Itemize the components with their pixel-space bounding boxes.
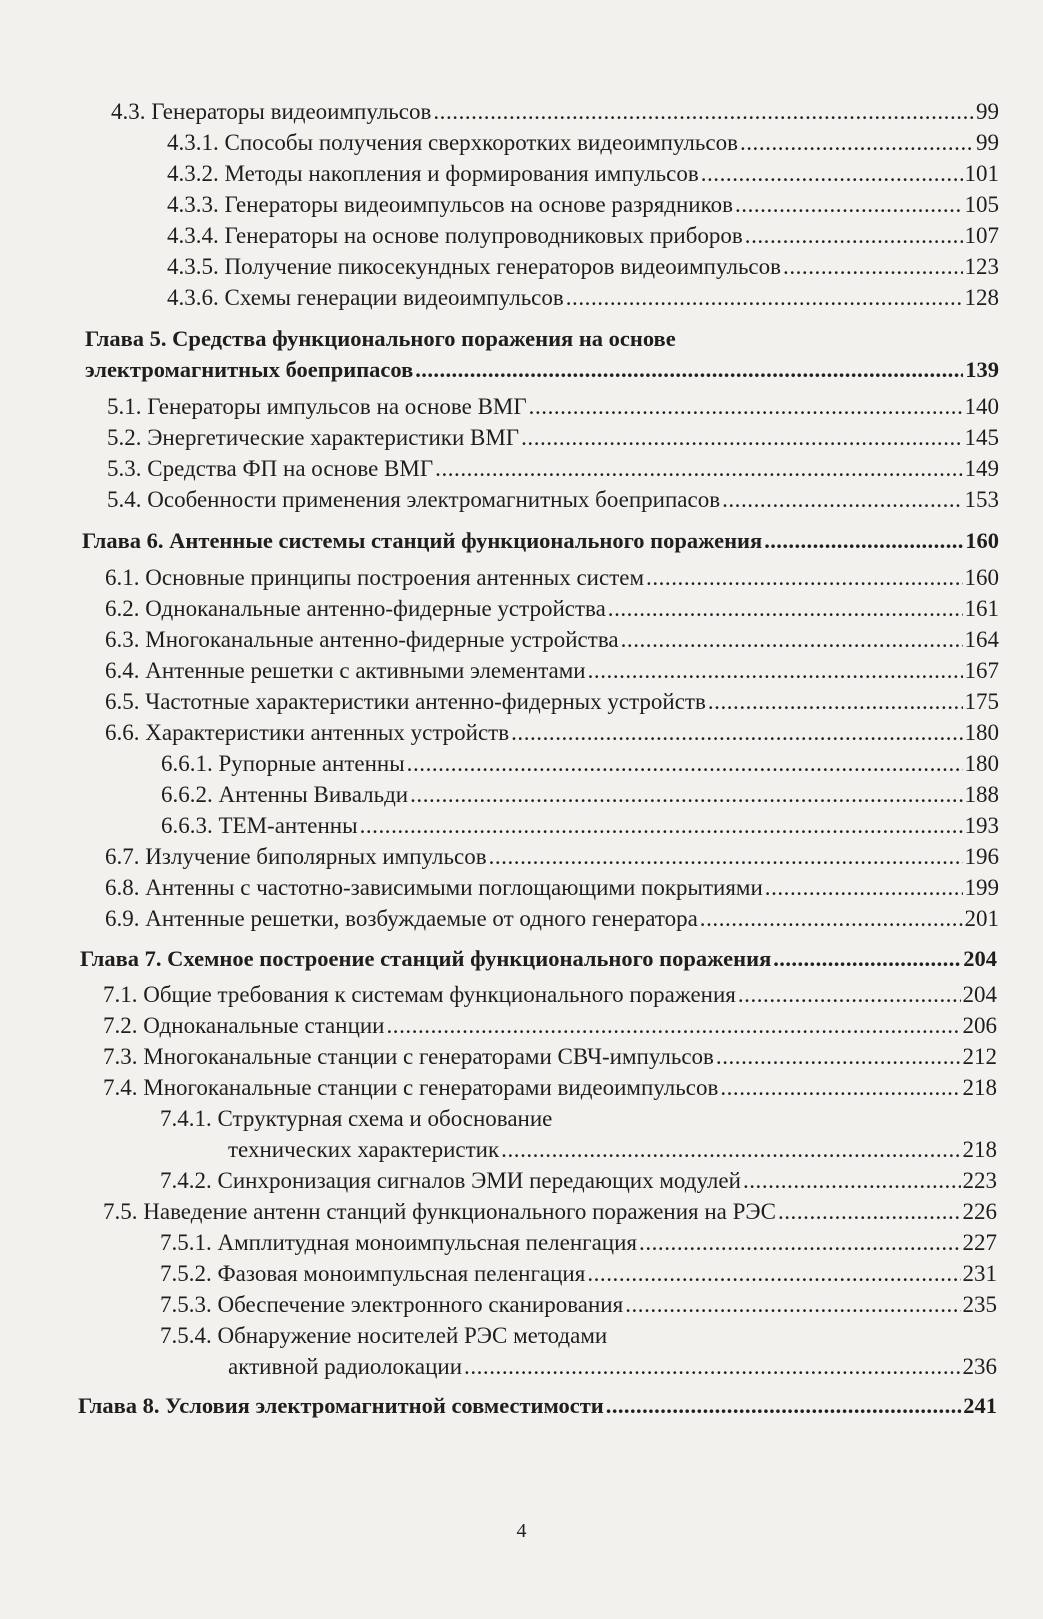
toc-entry	[228, 1353, 997, 1381]
toc-entry-title: 7.5. Наведение антенн станций функционального поражения на РЭС	[103, 1199, 776, 1224]
dot-leader	[722, 486, 962, 514]
dot-leader	[360, 812, 963, 840]
dot-leader	[588, 657, 963, 685]
dot-leader	[435, 455, 962, 483]
toc-entry	[160, 1291, 997, 1319]
dot-leader	[701, 160, 963, 188]
toc-entry-page: 236	[962, 1354, 997, 1379]
toc-entry-title: 4.3. Генераторы видеоимпульсов	[111, 99, 432, 124]
dot-leader	[464, 1353, 960, 1381]
toc-entry	[167, 160, 999, 188]
toc-entry	[103, 1074, 997, 1102]
dot-leader	[639, 1229, 960, 1257]
dot-leader	[606, 1392, 961, 1420]
dot-leader	[387, 1012, 961, 1040]
toc-entry-page: 204	[962, 982, 997, 1007]
toc-entry-page: 218	[962, 1075, 997, 1100]
toc-entry	[167, 284, 999, 312]
toc-entry-page: 206	[962, 1013, 997, 1038]
toc-entry-title: 7.2. Одноканальные станции	[103, 1013, 385, 1038]
toc-entry-title: Глава 6. Антенные системы станций функционального поражения	[82, 528, 763, 553]
toc-entry	[107, 486, 999, 514]
dot-leader	[745, 222, 963, 250]
toc-entry-title: 6.1. Основные принципы построения антенных систем	[105, 565, 645, 590]
toc-chapter-entry	[78, 1392, 997, 1420]
toc-entry	[167, 191, 999, 219]
page-number: 4	[516, 1520, 527, 1542]
toc-entry-title: технических характеристик	[228, 1137, 500, 1162]
toc-entry-page: 99	[976, 130, 999, 155]
toc-entry-page: 161	[964, 596, 999, 621]
toc-entry-title: 7.4.2. Синхронизация сигналов ЭМИ передающих модулей	[160, 1168, 741, 1193]
toc-entry-page: 226	[962, 1199, 997, 1224]
dot-leader	[743, 1167, 961, 1195]
toc-entry-title: 4.3.2. Методы накопления и формирования импульсов	[167, 161, 699, 186]
toc-chapter-entry	[82, 527, 999, 555]
toc-chapter-entry	[85, 356, 999, 384]
toc-entry	[167, 129, 999, 157]
dot-leader	[501, 1136, 960, 1164]
toc-entry	[105, 843, 999, 871]
toc-entry-page: 212	[962, 1044, 997, 1069]
toc-entry-title: 7.5.2. Фазовая моноимпульсная пеленгация	[160, 1261, 586, 1286]
toc-entry-title: 6.7. Излучение биполярных импульсов	[105, 844, 487, 869]
toc-entry-title: 6.6.2. Антенны Вивальди	[161, 782, 409, 807]
toc-entry	[105, 905, 999, 933]
toc-entry	[103, 1198, 997, 1226]
toc-entry-page: 160	[965, 528, 999, 553]
toc-entry	[160, 1167, 997, 1195]
dot-leader	[489, 843, 963, 871]
toc-entry-title: 6.6. Характеристики антенных устройств	[105, 720, 510, 745]
toc-entry-page: 218	[962, 1137, 997, 1162]
toc-entry-page: 204	[963, 946, 997, 971]
toc-entry-page: 107	[964, 223, 999, 248]
toc-entry-title: 6.4. Антенные решетки с активными элементами	[105, 658, 586, 683]
toc-entry-page: 153	[964, 487, 999, 512]
toc-entry	[107, 455, 999, 483]
toc-entry-page: 99	[976, 99, 999, 124]
toc-entry-title: 5.3. Средства ФП на основе ВМГ	[107, 456, 434, 481]
toc-entry	[103, 1012, 997, 1040]
dot-leader	[716, 1043, 961, 1071]
dot-leader	[740, 129, 974, 157]
toc-entry-title: 4.3.4. Генераторы на основе полупроводниковых приборов	[167, 223, 743, 248]
dot-leader	[778, 1198, 961, 1226]
toc-entry	[105, 657, 999, 685]
toc-entry-page: 193	[964, 813, 999, 838]
toc-entry-title: 6.6.1. Рупорные антенны	[161, 751, 405, 776]
toc-entry-title: 4.3.6. Схемы генерации видеоимпульсов	[167, 285, 564, 310]
toc-entry-title: 4.3.1. Способы получения сверхкоротких видеоимпульсов	[167, 130, 738, 155]
toc-entry-title: 7.1. Общие требования к системам функционального поражения	[103, 982, 736, 1007]
toc-entry-title: 7.4. Многоканальные станции с генераторами видеоимпульсов	[103, 1075, 719, 1100]
toc-entry-page: 188	[964, 782, 999, 807]
dot-leader	[738, 981, 961, 1009]
toc-entry-page: 241	[963, 1393, 997, 1418]
toc-entry-page: 128	[964, 285, 999, 310]
chapter-title-line1: Глава 5. Средства функционального поражения на основе	[85, 326, 676, 351]
dot-leader	[621, 626, 963, 654]
dot-leader	[646, 564, 962, 592]
toc-entry	[161, 750, 999, 778]
toc-entry-title: 6.5. Частотные характеристики антенно-фидерных устройств	[105, 689, 706, 714]
toc-entry	[105, 564, 999, 592]
toc-entry	[105, 626, 999, 654]
dot-leader	[735, 191, 963, 219]
dot-leader	[433, 98, 974, 126]
dot-leader	[529, 393, 963, 421]
toc-entry-page: 180	[964, 751, 999, 776]
toc-entry-page: 231	[962, 1261, 997, 1286]
toc-entry-page: 140	[964, 394, 999, 419]
toc-entry-page: 145	[964, 425, 999, 450]
toc-entry	[107, 393, 999, 421]
dot-leader	[521, 424, 962, 452]
toc-entry	[103, 981, 997, 1009]
toc-entry-page: 149	[964, 456, 999, 481]
dot-leader	[410, 781, 962, 809]
toc-chapter-entry	[80, 945, 997, 973]
toc-entry-title: 6.6.3. ТЕМ-антенны	[161, 813, 358, 838]
toc-entry-page: 105	[964, 192, 999, 217]
toc-entry	[105, 595, 999, 623]
toc-entry-title-line1: 7.4.1. Структурная схема и обоснование	[160, 1106, 553, 1131]
toc-entry-page: 199	[964, 875, 999, 900]
dot-leader	[765, 874, 963, 902]
toc-entry	[105, 719, 999, 747]
toc-entry-page: 139	[965, 357, 999, 382]
dot-leader	[720, 1074, 960, 1102]
toc-entry-page: 227	[962, 1230, 997, 1255]
toc-entry	[167, 222, 999, 250]
toc-entry	[160, 1260, 997, 1288]
toc-entry-title: 4.3.5. Получение пикосекундных генераторов видеоимпульсов	[167, 254, 782, 279]
dot-leader	[407, 750, 963, 778]
dot-leader	[764, 527, 963, 555]
toc-entry-page: 167	[964, 658, 999, 683]
toc-entry-page: 235	[962, 1292, 997, 1317]
toc-entry-page: 101	[964, 161, 999, 186]
toc-entry	[105, 688, 999, 716]
toc-entry-title: Глава 7. Схемное построение станций функционального поражения	[80, 946, 772, 971]
toc-entry-title: 6.9. Антенные решетки, возбуждаемые от одного генератора	[105, 906, 698, 931]
toc-entry	[160, 1229, 997, 1257]
toc-entry	[161, 781, 999, 809]
dot-leader	[566, 284, 963, 312]
toc-entry-page: 123	[964, 254, 999, 279]
toc-entry-title: 5.2. Энергетические характеристики ВМГ	[107, 425, 520, 450]
toc-entry-title: 4.3.3. Генераторы видеоимпульсов на основе разрядников	[167, 192, 733, 217]
toc-entry-title: 7.3. Многоканальные станции с генераторами СВЧ-импульсов	[103, 1044, 714, 1069]
toc-entry-title: Глава 8. Условия электромагнитной совместимости	[78, 1393, 604, 1418]
toc-entry	[105, 874, 999, 902]
toc-entry-page: 160	[964, 565, 999, 590]
toc-entry-title: 5.4. Особенности применения электромагнитных боеприпасов	[107, 487, 721, 512]
toc-entry	[103, 1043, 997, 1071]
toc-entry-title: электромагнитных боеприпасов	[85, 357, 414, 382]
dot-leader	[587, 1260, 960, 1288]
toc-entry-title: 6.2. Одноканальные антенно-фидерные устройства	[105, 596, 606, 621]
toc-entry-page: 223	[962, 1168, 997, 1193]
toc-entry	[167, 253, 999, 281]
toc-entry	[161, 812, 999, 840]
toc-entry-title: 7.5.1. Амплитудная моноимпульсная пеленгация	[160, 1230, 638, 1255]
toc-entry-page: 201	[964, 906, 999, 931]
toc-entry-page: 164	[964, 627, 999, 652]
toc-entry-title: активной радиолокации	[228, 1354, 463, 1379]
dot-leader	[783, 253, 962, 281]
toc-entry-title-line1: 7.5.4. Обнаружение носителей РЭС методами	[160, 1323, 608, 1348]
toc-entry-page: 180	[964, 720, 999, 745]
toc-entry	[111, 98, 999, 126]
toc-entry-page: 175	[964, 689, 999, 714]
dot-leader	[511, 719, 962, 747]
toc-entry-title: 6.8. Антенны с частотно-зависимыми поглощающими покрытиями	[105, 875, 763, 900]
dot-leader	[773, 945, 961, 973]
dot-leader	[700, 905, 963, 933]
dot-leader	[708, 688, 963, 716]
toc-entry-title: 6.3. Многоканальные антенно-фидерные устройства	[105, 627, 619, 652]
dot-leader	[625, 1291, 960, 1319]
toc-entry-page: 196	[964, 844, 999, 869]
dot-leader	[608, 595, 963, 623]
toc-entry	[107, 424, 999, 452]
toc-entry	[228, 1136, 997, 1164]
toc-entry-title: 7.5.3. Обеспечение электронного сканирования	[160, 1292, 624, 1317]
dot-leader	[415, 356, 963, 384]
toc-entry-title: 5.1. Генераторы импульсов на основе ВМГ	[107, 394, 527, 419]
